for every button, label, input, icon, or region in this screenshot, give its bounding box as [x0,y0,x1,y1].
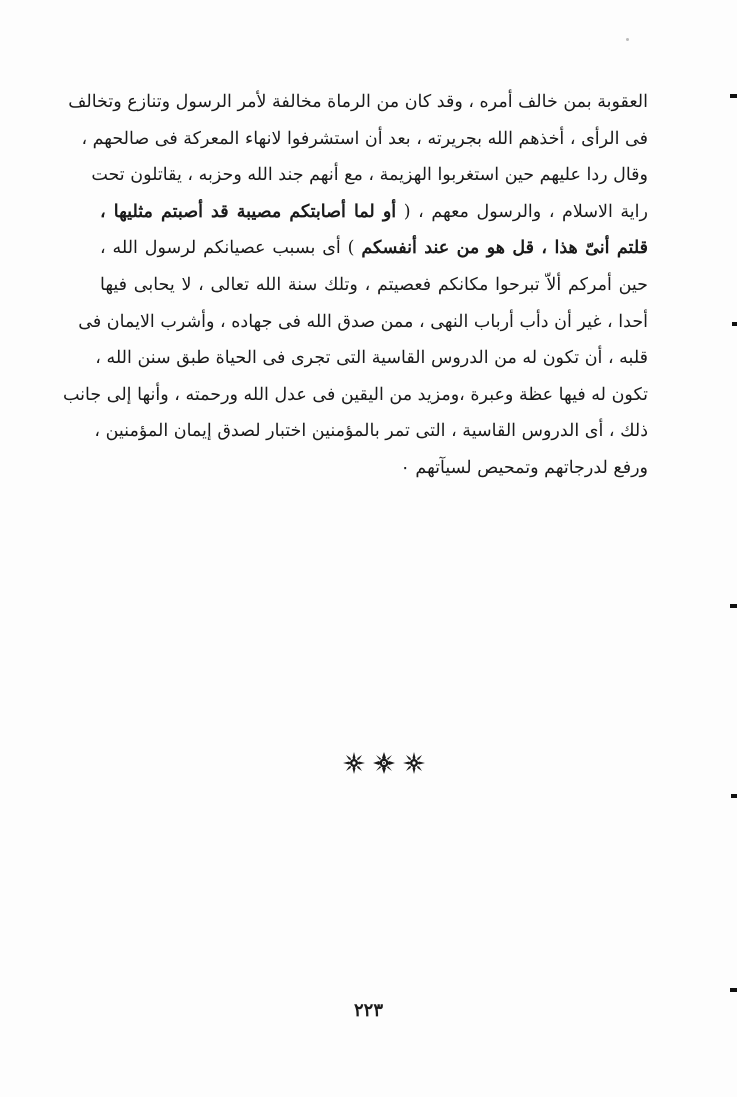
text-line [94,413,648,450]
text-segment: أحدا ، غير أن دأب أرباب النهى ، ممن صدق الله فى جهاده ، وأشرب الايمان فى [78,311,648,332]
floral-ornament-icon [402,751,426,779]
quran-quote: أو لما أصابتكم مصيبة قد أصبتم مثليها ، [100,201,397,222]
scan-edge-mark [730,988,737,992]
text-line [91,157,648,194]
scan-edge-mark [732,322,737,326]
floral-ornament-icon [342,751,366,779]
text-line [100,194,648,231]
text-segment: ذلك ، أى الدروس القاسية ، التى تمر بالمؤمنين اختبار لصدق إيمان المؤمنين ، [94,421,648,442]
text-line [78,304,648,341]
text-segment: حين أمركم ألاّ تبرحوا مكانكم فعصيتم ، وتلك سنة الله تعالى ، لا يحابى فيها [100,274,648,295]
text-line [81,121,648,158]
text-segment: راية الاسلام ، والرسول معهم ، ( [396,201,648,222]
page-number: ٢٢٣ [353,1000,383,1021]
text-segment: فى الرأى ، أخذهم الله بجريرته ، بعد أن استشرفوا لانهاء المعركة فى صالحهم ، [81,128,648,149]
text-segment: تكون له فيها عظة وعبرة ،ومزيد من اليقين فى عدل الله ورحمته ، وأنها إلى جانب [63,384,648,405]
text-line [100,267,648,304]
text-segment: وقال ردا عليهم حين استغربوا الهزيمة ، مع أنهم جند الله وحزبه ، يقاتلون تحت [91,165,648,186]
text-line [63,377,648,414]
scan-edge-mark [730,604,737,608]
floral-ornament-icon [372,751,396,779]
text-line [68,84,648,121]
text-line [100,230,648,267]
body-text [63,84,648,487]
section-divider-ornament [342,752,426,778]
scan-speck [626,38,629,41]
text-segment: قلبه ، أن تكون له من الدروس القاسية التى تجرى فى الحياة طبق سنن الله ، [95,348,648,369]
text-line [95,340,648,377]
text-segment: ) أى بسبب عصيانكم لرسول الله ، [100,238,362,259]
scan-edge-mark [730,94,737,98]
scan-edge-mark [731,794,737,798]
text-segment: العقوبة بمن خالف أمره ، وقد كان من الرماة مخالفة لأمر الرسول وتنازع وتخالف [68,92,648,112]
quran-quote: قلتم أنىّ هذا ، قل هو من عند أنفسكم [361,238,648,259]
text-line [100,450,648,487]
text-segment: ورفع لدرجاتهم وتمحيص لسيآتهم ٠ [400,457,648,478]
